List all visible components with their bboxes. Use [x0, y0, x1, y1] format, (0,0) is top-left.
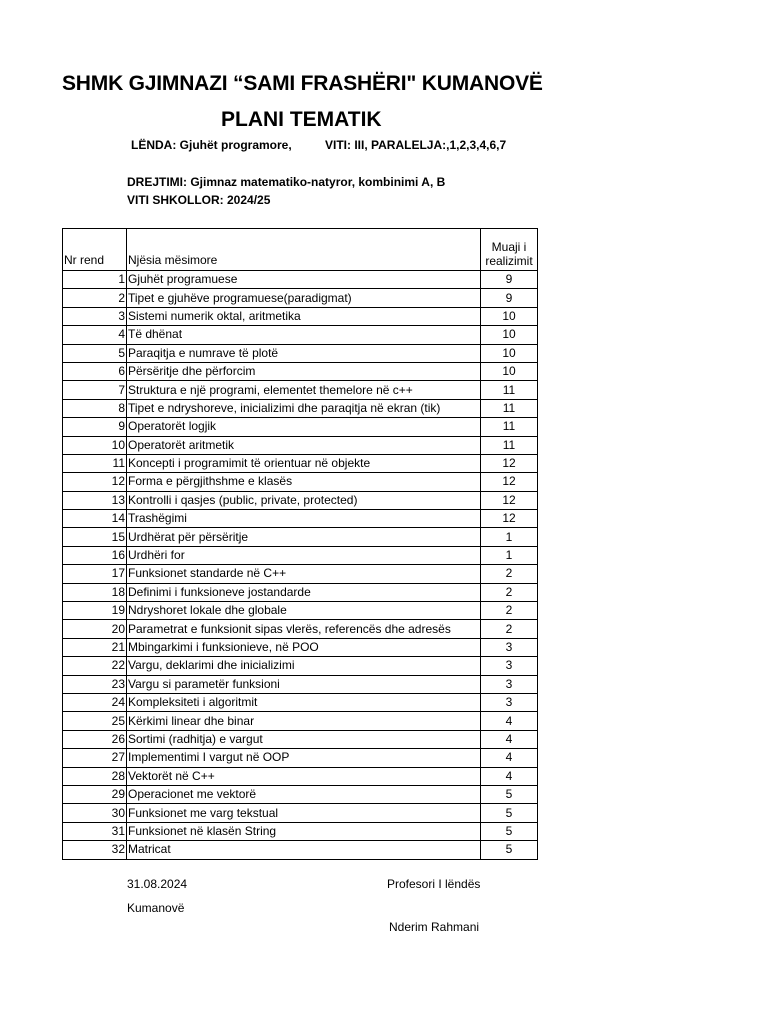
row-month: 12 — [481, 510, 538, 528]
row-month: 4 — [481, 712, 538, 730]
row-unit: Sortimi (radhitja) e vargut — [127, 730, 481, 748]
row-number: 21 — [63, 638, 127, 656]
row-number: 17 — [63, 565, 127, 583]
row-number: 23 — [63, 675, 127, 693]
year-classes-label: VITI: III, PARALELJA:,1,2,3,4,6,7 — [325, 138, 507, 152]
row-unit: Kontrolli i qasjes (public, private, protected) — [127, 491, 481, 509]
row-month: 9 — [481, 289, 538, 307]
row-month: 4 — [481, 730, 538, 748]
table-row — [63, 381, 538, 399]
row-number: 26 — [63, 730, 127, 748]
table-row — [63, 399, 538, 417]
table-header-row — [63, 229, 538, 271]
place-text: Kumanovë — [127, 901, 185, 915]
row-unit: Funksionet në klasën String — [127, 822, 481, 840]
table-row — [63, 730, 538, 748]
row-unit: Kompleksiteti i algoritmit — [127, 693, 481, 711]
table-row — [63, 583, 538, 601]
direction-label: DREJTIMI: Gjimnaz matematiko-natyror, kombinimi A, B — [127, 175, 446, 189]
row-number: 6 — [63, 362, 127, 380]
row-number: 4 — [63, 326, 127, 344]
row-unit: Operatorët logjik — [127, 418, 481, 436]
row-number: 12 — [63, 473, 127, 491]
row-month: 3 — [481, 693, 538, 711]
row-unit: Tipet e ndryshoreve, inicializimi dhe paraqitja në ekran (tik) — [127, 399, 481, 417]
row-unit: Funksionet standarde në C++ — [127, 565, 481, 583]
table-row — [63, 657, 538, 675]
row-number: 27 — [63, 749, 127, 767]
row-number: 13 — [63, 491, 127, 509]
table-row — [63, 785, 538, 803]
row-unit: Përsëritje dhe përforcim — [127, 362, 481, 380]
table-row — [63, 638, 538, 656]
row-unit: Operatorët aritmetik — [127, 436, 481, 454]
row-month: 11 — [481, 399, 538, 417]
table-row — [63, 620, 538, 638]
row-month: 4 — [481, 749, 538, 767]
table-row — [63, 473, 538, 491]
header-month: Muaji i realizimit — [481, 229, 538, 271]
table-row — [63, 326, 538, 344]
row-month: 11 — [481, 436, 538, 454]
row-unit: Të dhënat — [127, 326, 481, 344]
row-number: 9 — [63, 418, 127, 436]
row-month: 11 — [481, 381, 538, 399]
row-number: 7 — [63, 381, 127, 399]
row-unit: Sistemi numerik oktal, aritmetika — [127, 307, 481, 325]
row-unit: Matricat — [127, 841, 481, 859]
table-row — [63, 546, 538, 564]
row-month: 10 — [481, 307, 538, 325]
row-month: 10 — [481, 326, 538, 344]
row-number: 30 — [63, 804, 127, 822]
row-unit: Urdhëri for — [127, 546, 481, 564]
row-month: 11 — [481, 418, 538, 436]
row-month: 1 — [481, 528, 538, 546]
row-unit: Vektorët në C++ — [127, 767, 481, 785]
table-row — [63, 289, 538, 307]
table-row — [63, 675, 538, 693]
table-row — [63, 344, 538, 362]
row-month: 5 — [481, 841, 538, 859]
row-month: 12 — [481, 454, 538, 472]
teacher-name: Nderim Rahmani — [389, 920, 480, 934]
row-unit: Vargu, deklarimi dhe inicializimi — [127, 657, 481, 675]
row-unit: Trashëgimi — [127, 510, 481, 528]
row-month: 4 — [481, 767, 538, 785]
row-month: 9 — [481, 271, 538, 289]
row-unit: Koncepti i programimit të orientuar në objekte — [127, 454, 481, 472]
row-unit: Kërkimi linear dhe binar — [127, 712, 481, 730]
row-number: 3 — [63, 307, 127, 325]
row-number: 14 — [63, 510, 127, 528]
table-row — [63, 418, 538, 436]
row-number: 16 — [63, 546, 127, 564]
row-month: 1 — [481, 546, 538, 564]
table-body — [63, 271, 538, 860]
row-month: 2 — [481, 620, 538, 638]
row-month: 2 — [481, 602, 538, 620]
row-unit: Vargu si parametër funksioni — [127, 675, 481, 693]
table-row — [63, 528, 538, 546]
row-month: 3 — [481, 657, 538, 675]
row-month: 12 — [481, 473, 538, 491]
row-month: 2 — [481, 565, 538, 583]
row-month: 5 — [481, 785, 538, 803]
subject-label: LËNDA: Gjuhët programore, — [131, 138, 292, 152]
row-month: 5 — [481, 804, 538, 822]
row-number: 31 — [63, 822, 127, 840]
row-unit: Operacionet me vektorë — [127, 785, 481, 803]
row-month: 12 — [481, 491, 538, 509]
row-unit: Ndryshoret lokale dhe globale — [127, 602, 481, 620]
row-number: 32 — [63, 841, 127, 859]
row-unit: Urdhërat për përsëritje — [127, 528, 481, 546]
table-row — [63, 749, 538, 767]
table-row — [63, 454, 538, 472]
row-number: 5 — [63, 344, 127, 362]
row-number: 28 — [63, 767, 127, 785]
row-month: 3 — [481, 675, 538, 693]
table-row — [63, 841, 538, 859]
row-number: 2 — [63, 289, 127, 307]
row-number: 25 — [63, 712, 127, 730]
row-number: 24 — [63, 693, 127, 711]
row-number: 11 — [63, 454, 127, 472]
header-unit: Njësia mësimore — [127, 229, 481, 271]
row-month: 2 — [481, 583, 538, 601]
row-unit: Gjuhët programuese — [127, 271, 481, 289]
row-unit: Mbingarkimi i funksionieve, në POO — [127, 638, 481, 656]
row-unit: Forma e përgjithshme e klasës — [127, 473, 481, 491]
table-row — [63, 693, 538, 711]
professor-label: Profesori I lëndës — [387, 877, 481, 891]
school-name: SHMK GJIMNAZI “SAMI FRASHËRI" KUMANOVË — [62, 72, 543, 95]
table-row — [63, 602, 538, 620]
table-row — [63, 271, 538, 289]
page-title: PLANI TEMATIK — [221, 108, 382, 131]
row-month: 5 — [481, 822, 538, 840]
row-month: 10 — [481, 362, 538, 380]
row-unit: Implementimi I vargut në OOP — [127, 749, 481, 767]
table-row — [63, 712, 538, 730]
table-row — [63, 491, 538, 509]
row-number: 8 — [63, 399, 127, 417]
row-number: 18 — [63, 583, 127, 601]
table-row — [63, 362, 538, 380]
table-row — [63, 767, 538, 785]
table-row — [63, 822, 538, 840]
row-number: 15 — [63, 528, 127, 546]
row-unit: Paraqitja e numrave të plotë — [127, 344, 481, 362]
row-number: 1 — [63, 271, 127, 289]
table-row — [63, 510, 538, 528]
table-row — [63, 565, 538, 583]
row-number: 10 — [63, 436, 127, 454]
row-unit: Struktura e një programi, elementet themelore në c++ — [127, 381, 481, 399]
table-row — [63, 307, 538, 325]
row-number: 19 — [63, 602, 127, 620]
row-unit: Tipet e gjuhëve programuese(paradigmat) — [127, 289, 481, 307]
row-number: 22 — [63, 657, 127, 675]
row-unit: Parametrat e funksionit sipas vlerës, referencës dhe adresës — [127, 620, 481, 638]
date-text: 31.08.2024 — [127, 877, 188, 891]
row-month: 10 — [481, 344, 538, 362]
table-row — [63, 436, 538, 454]
table-row — [63, 804, 538, 822]
school-year-label: VITI SHKOLLOR: 2024/25 — [127, 193, 271, 207]
row-unit: Definimi i funksioneve jostandarde — [127, 583, 481, 601]
row-month: 3 — [481, 638, 538, 656]
thematic-plan-table — [62, 228, 538, 860]
row-unit: Funksionet me varg tekstual — [127, 804, 481, 822]
header-nr: Nr rend — [63, 229, 127, 271]
row-number: 20 — [63, 620, 127, 638]
row-number: 29 — [63, 785, 127, 803]
